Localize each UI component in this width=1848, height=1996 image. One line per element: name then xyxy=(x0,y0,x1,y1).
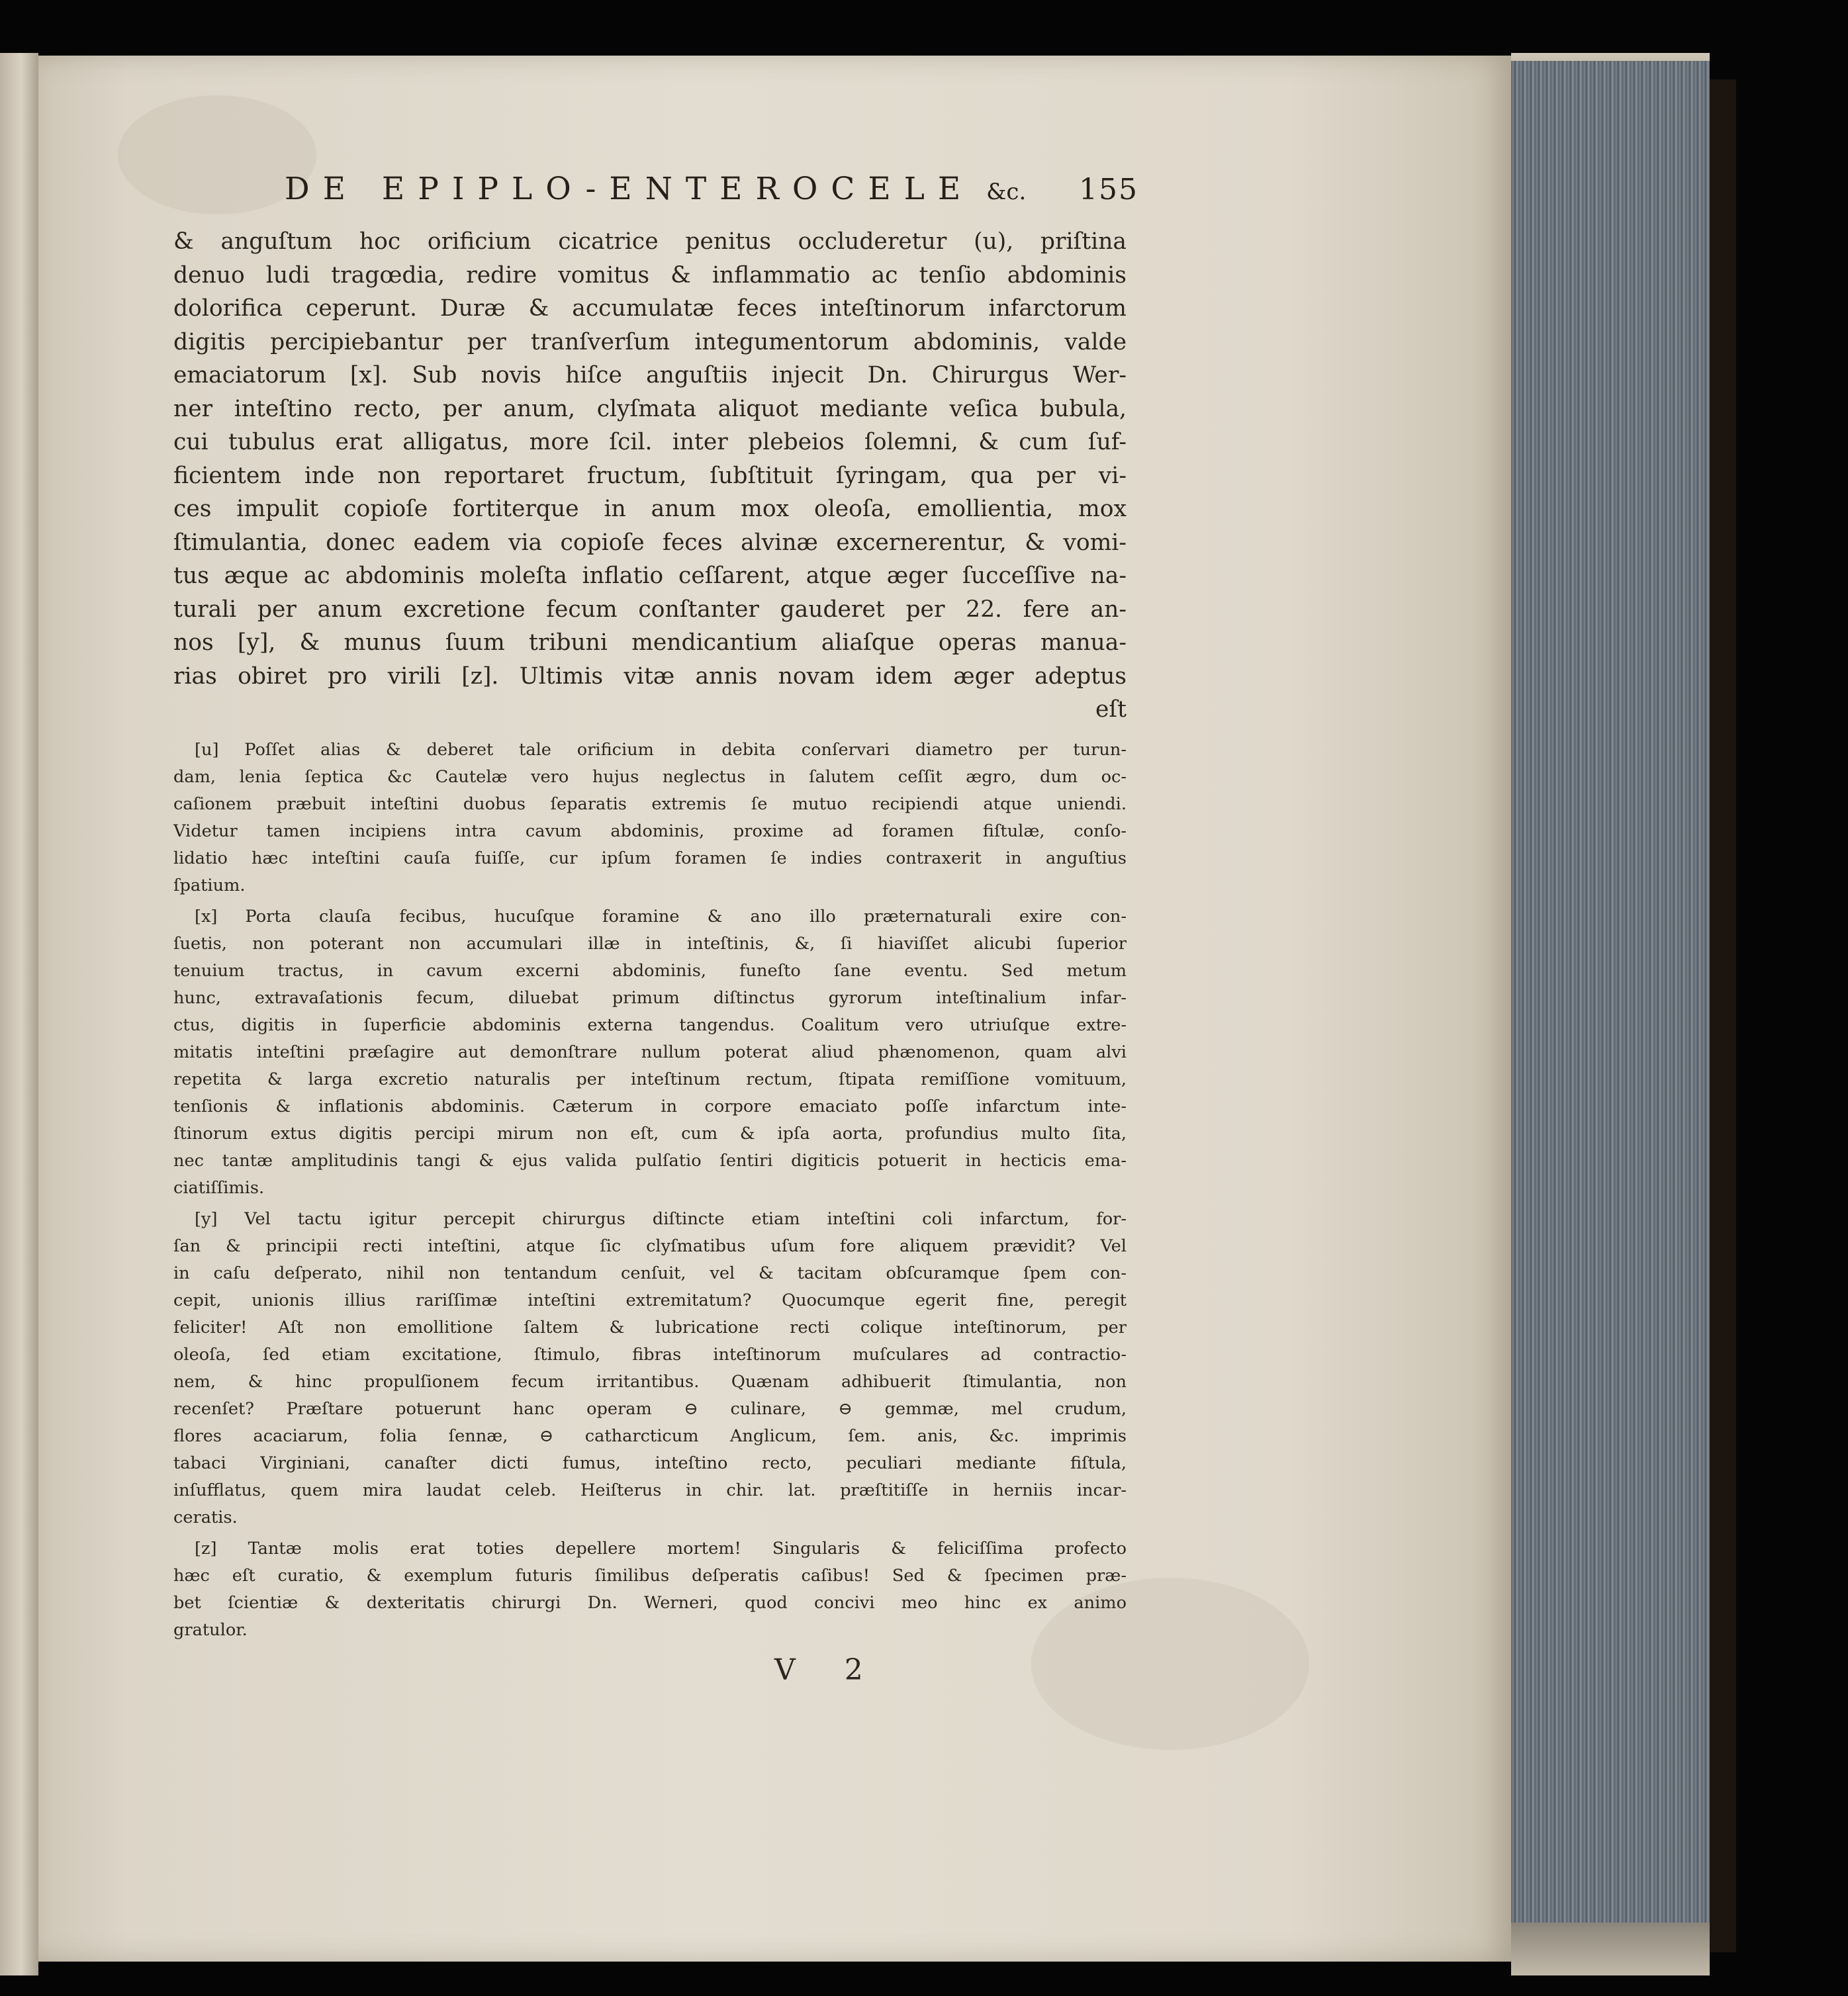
body-line: ſtimulantia, donec eadem via copioſe feces alvinæ excernerentur, & vomi- xyxy=(173,529,1127,556)
footnote-z xyxy=(173,1535,1127,1644)
footnote-y xyxy=(173,1206,1127,1531)
footnote-line: mitatis inteſtini præſagire aut demonſtrare nullum poterat aliud phænomenon, quam alvi xyxy=(173,1042,1127,1062)
footnote-line: feliciter! Aſt non emollitione ſaltem & lubricatione recti colique inteſtinorum, per xyxy=(173,1318,1127,1338)
body-line: nos [y], & munus ſuum tribuni mendicantium aliaſque operas manua- xyxy=(173,629,1127,656)
footnote-line: ciatiſſimis. xyxy=(173,1178,265,1198)
footnote-line: oleoſa, ſed etiam excitatione, ſtimulo, fibras inteſtinorum muſculares ad contractio- xyxy=(173,1345,1127,1365)
footnote-line: flores acaciarum, folia ſennæ, ⊖ catharcticum Anglicum, ſem. anis, &c. imprimis xyxy=(173,1426,1127,1446)
footnote-line: [x] Porta clauſa fecibus, hucuſque foramine & ano illo præternaturali exire con- xyxy=(195,907,1127,927)
body-line: ces impulit copioſe fortiterque in anum mox oleoſa, emollientia, mox xyxy=(173,496,1127,522)
body-line: & anguſtum hoc orificium cicatrice penitus occluderetur (u), priſtina xyxy=(173,228,1127,255)
footnote-line: Videtur tamen incipiens intra cavum abdominis, proxime ad foramen fiſtulæ, conſo- xyxy=(173,821,1127,841)
body-line: dolorifica ceperunt. Duræ & accumulatæ feces inteſtinorum infarctorum xyxy=(173,295,1127,322)
footnote-line: ſpatium. xyxy=(173,876,246,895)
catchword: eſt xyxy=(1095,696,1127,723)
footnote-line: nec tantæ amplitudinis tangi & ejus valida pulſatio ſentiri digiticis potuerit in hecticis ema- xyxy=(173,1151,1127,1171)
footnote-line: [z] Tantæ molis erat toties depellere mortem! Singularis & feliciſſima profecto xyxy=(195,1539,1127,1559)
footnote-line: inſufflatus, quem mira laudat celeb. Heiſterus in chir. lat. præſtitiſſe in herniis incar- xyxy=(173,1480,1127,1500)
footnote-line: caſionem præbuit inteſtini duobus ſeparatis extremis ſe mutuo recipiendi atque uniendi. xyxy=(173,794,1127,814)
footnote-line: ſtinorum extus digitis percipi mirum non eſt, cum & ipſa aorta, profundius multo ſita, xyxy=(173,1124,1127,1144)
body-line: cui tubulus erat alligatus, more ſcil. inter plebeios ſolemni, & cum ſuf- xyxy=(173,429,1127,455)
footnote-line: gratulor. xyxy=(173,1620,248,1640)
footnote-line: tenſionis & inflationis abdominis. Cæterum in corpore emaciato poſſe infarctum inte- xyxy=(173,1097,1127,1116)
running-head-title-group xyxy=(285,171,1026,207)
footnote-line: ſuetis, non poterant non accumulari illæ in inteſtinis, &, ſi hiaviſſet alicubi ſuperior xyxy=(173,934,1127,954)
book-fore-edge xyxy=(1511,61,1710,1967)
footnote-line: repetita & larga excretio naturalis per inteſtinum rectum, ſtipata remiſſione vomituum, xyxy=(173,1069,1127,1089)
facing-page-edge xyxy=(0,53,38,1975)
body-line: denuo ludi tragœdia, redire vomitus & inflammatio ac tenſio abdominis xyxy=(173,261,1127,289)
body-line: ficientem inde non reportaret fructum, ſubſtituit ſyringam, qua per vi- xyxy=(173,462,1127,489)
page-block-bottom xyxy=(1511,1923,1710,1975)
footnote-u xyxy=(173,737,1127,899)
running-head-etc: &c. xyxy=(986,179,1027,205)
footnote-line: lidatio hæc inteſtini cauſa fuiſſe, cur ipſum foramen ſe indies contraxerit in anguſtius xyxy=(173,848,1127,868)
body-line: tus æque ac abdominis moleſta inflatio ceſſarent, atque æger ſucceſſive na- xyxy=(173,563,1127,589)
body-line: turali per anum excretione fecum conſtanter gauderet per 22. fere an- xyxy=(173,596,1127,623)
footnote-line: hæc eſt curatio, & exemplum futuris ſimilibus deſperatis caſibus! Sed & ſpecimen præ- xyxy=(173,1566,1127,1586)
signature-mark: V 2 xyxy=(774,1653,883,1687)
footnote-line: ctus, digitis in ſuperficie abdominis externa tangendus. Coalitum vero utriuſque extre- xyxy=(173,1015,1127,1035)
body-line: rias obiret pro virili [z]. Ultimis vitæ annis novam idem æger adeptus xyxy=(173,662,1127,690)
footnote-line: nem, & hinc propulſionem fecum irritantibus. Quænam adhibuerit ſtimulantia, non xyxy=(173,1372,1127,1392)
footnote-x xyxy=(173,903,1127,1202)
body-line: digitis percipiebantur per tranſverſum integumentorum abdominis, valde xyxy=(173,328,1127,355)
running-head xyxy=(285,171,1138,207)
footnote-line: bet ſcientiæ & dexteritatis chirurgi Dn. Werneri, quod concivi meo hinc ex animo xyxy=(173,1593,1127,1613)
footnote-line: hunc, extravaſationis fecum, diluebat primum diſtinctus gyrorum inteſtinalium infar- xyxy=(173,988,1127,1008)
footnote-line: [y] Vel tactu igitur percepit chirurgus diſtincte etiam inteſtini coli infarctum, for- xyxy=(195,1209,1127,1229)
footnote-line: tabaci Virginiani, canaſter dicti fumus, inteſtino recto, peculiari mediante fiſtula, xyxy=(173,1453,1127,1473)
footnotes xyxy=(173,737,1127,1644)
footnote-line: ſan & principii recti inteſtini, atque ſic clyſmatibus uſum fore aliquem prævidit? Vel xyxy=(173,1236,1127,1256)
page-number: 155 xyxy=(1079,173,1138,206)
footnote-line: ceratis. xyxy=(173,1508,238,1527)
footnote-line: dam, lenia ſeptica &c Cautelæ vero hujus neglectus in ſalutem ceſſit ægro, dum oc- xyxy=(173,767,1127,787)
footnote-line: tenuium tractus, in cavum excerni abdominis, funeſto ſane eventu. Sed metum xyxy=(173,961,1127,981)
body-line: emaciatorum [x]. Sub novis hiſce anguſtiis injecit Dn. Chirurgus Wer- xyxy=(173,362,1127,388)
book-cover-edge xyxy=(1710,79,1736,1952)
footnote-line: cepit, unionis illius rariſſimæ inteſtini extremitatum? Quocumque egerit fine, peregit xyxy=(173,1291,1127,1310)
footnote-line: [u] Poſſet alias & deberet tale orificium in debita conſervari diametro per turun- xyxy=(195,740,1127,760)
body-text xyxy=(173,225,1127,727)
body-line: ner inteſtino recto, per anum, clyſmata aliquot mediante veſica bubula, xyxy=(173,395,1127,422)
footnote-line: recenſet? Præſtare potuerunt hanc operam ⊖ culinare, ⊖ gemmæ, mel crudum, xyxy=(173,1399,1127,1419)
running-head-title: DE EPIPLO-ENTEROCELE xyxy=(285,171,974,207)
footnote-line: in caſu deſperato, nihil non tentandum cenſuit, vel & tacitam obſcuramque ſpem con- xyxy=(173,1263,1127,1283)
